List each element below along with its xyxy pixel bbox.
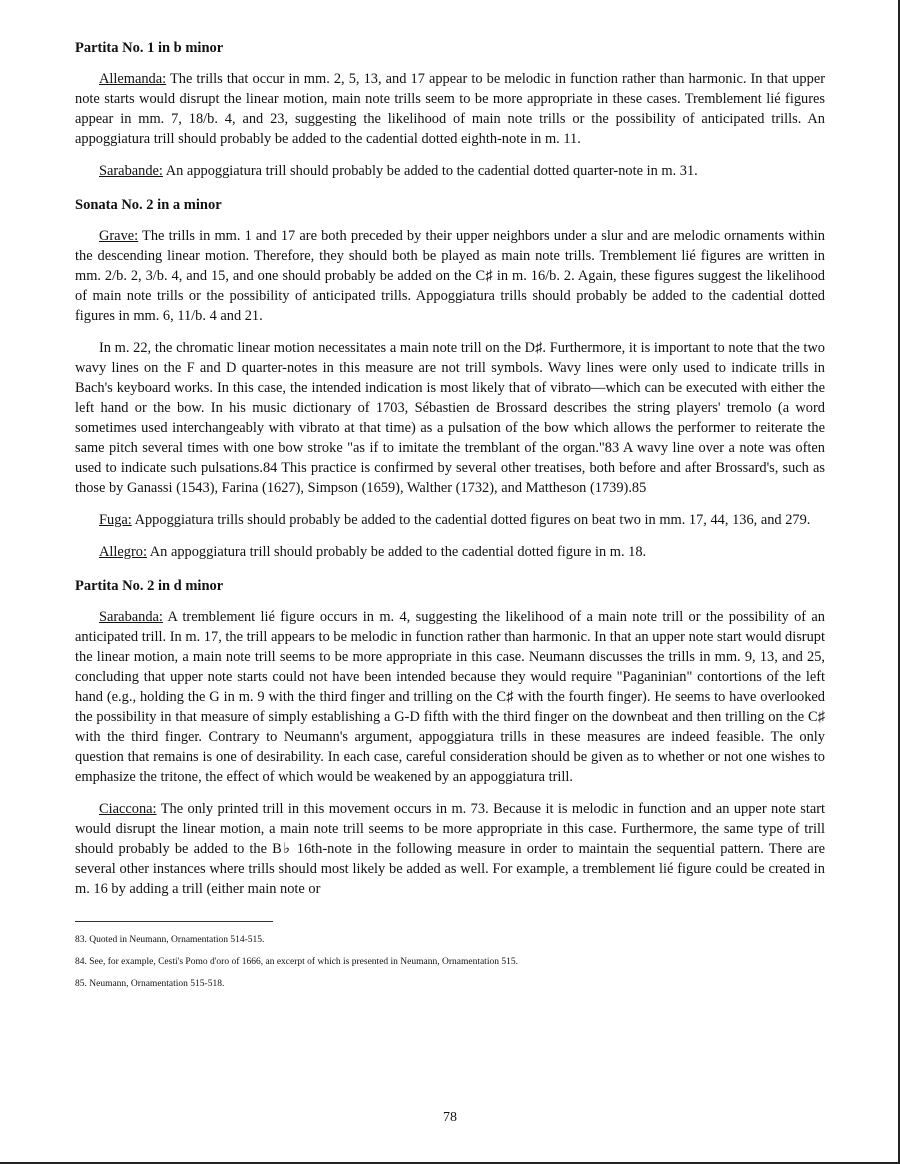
paragraph-allemanda (75, 69, 825, 149)
paragraph-text: A tremblement lié figure occurs in m. 4, suggesting the likelihood of a main note trill or the possibility of an anticipated trill. In m. 17, the trill appears to be melodic in function rather than harmonic. In that an upper note start would disrupt the linear motion, a main note trill seems to be more appropriate in this case. Neumann discusses the trills in mm. 9, 13, and 25, concluding that upper note starts could not have been intended because they would require "Paganinian" contortions of the left hand (e.g., holding the G in m. 9 with the third finger and trilling on the C♯ with the fourth finger). He seems to have overlooked the possibility in that measure of simply establishing a G-D fifth with the third finger on the downbeat and then trilling on the C♯ with the third finger. Contrary to Neumann's argument, appoggiatura trills in these measures are indeed feasible. The only question that remains is one of desirability. In each case, careful consideration should be given as to whether or not one wishes to emphasize the tritone, the effect of which would be weakened by an appoggiatura trill. (75, 609, 825, 785)
footnote-84: 84. See, for example, Cesti's Pomo d'oro of 1666, an excerpt of which is presented in Neumann, Ornamentation 515. (75, 957, 518, 967)
section-title-partita-1: Partita No. 1 in b minor (75, 40, 224, 56)
movement-heading-allemanda: Allemanda: (99, 71, 167, 87)
paragraph-sarabanda (75, 607, 825, 787)
footnote-83: 83. Quoted in Neumann, Ornamentation 514-515. (75, 935, 265, 945)
movement-heading-fuga: Fuga: (99, 512, 132, 528)
paragraph-allegro (75, 542, 825, 562)
paragraph-text: The trills in mm. 1 and 17 are both preceded by their upper neighbors under a slur and are melodic ornaments within the descending linear motion. Therefore, they should both be played as main note trills. Tremblement lié figures are written in mm. 2/b. 2, 3/b. 4, and 15, and one should probably be added on the C♯ in m. 16/b. 2. Again, these figures suggest the likelihood of main note trills or the possibility of anticipated trills. Appoggiatura trills should probably be added to the cadential dotted figures in mm. 6, 11/b. 4 and 21. (75, 228, 825, 324)
paragraph-sarabande (75, 161, 825, 181)
footnote-85: 85. Neumann, Ornamentation 515-518. (75, 979, 225, 989)
paragraph-fuga (75, 510, 825, 530)
movement-heading-ciaccona: Ciaccona: (99, 801, 157, 817)
paragraph-text: The trills that occur in mm. 2, 5, 13, and 17 appear to be melodic in function rather than harmonic. In that upper note starts would disrupt the linear motion, main note trills seem to be more appropriate in these cases. Tremblement lié figures appear in mm. 7, 18/b. 4, and 23, suggesting the likelihood of main note trills or the possibility of anticipated trills. An appoggiatura trill should probably be added to the cadential dotted eighth-note in m. 11. (75, 71, 825, 147)
paragraph-ciaccona (75, 799, 825, 899)
page-number: 78 (443, 1110, 457, 1125)
section-title-partita-2: Partita No. 2 in d minor (75, 578, 224, 594)
paragraph-text: The only printed trill in this movement occurs in m. 73. Because it is melodic in function and an upper note start would disrupt the linear motion, a main note trill seems to be more appropriate in this case. Furthermore, the same type of trill should probably be added to the B♭ 16th-note in the following measure in order to maintain the sequential pattern. There are several other instances where trills should most likely be added as well. For example, a tremblement lié figure could be created in m. 16 by adding a trill (either main note or (75, 801, 825, 897)
movement-heading-allegro: Allegro: (99, 544, 147, 560)
movement-heading-grave: Grave: (99, 228, 139, 244)
paragraph-grave-continued: In m. 22, the chromatic linear motion necessitates a main note trill on the D♯. Furthermore, it is important to note that the two wavy lines on the F and D quarter-notes in this measure are not trill symbols. Wavy lines were only used to indicate trills in Bach's keyboard works. In this case, the intended indication is most likely that of vibrato—which can be executed with either the left hand or the bow. In his music dictionary of 1703, Sébastien de Brossard describes the string players' tremolo (a word sometimes used interchangeably with vibrato at that time) as a pulsation of the bow which allows the performer to reiterate the same pitch several times with one bow stroke "as if to imitate the tremblant of the organ."83 A wavy line over a note was often used to indicate such pulsations.84 This practice is confirmed by several other treatises, both before and after Brossard's, such as those by Ganassi (1543), Farina (1627), Simpson (1659), Walther (1732), and Mattheson (1739).85 (75, 340, 825, 496)
page-content (75, 38, 825, 1000)
paragraph-text: An appoggiatura trill should probably be added to the cadential dotted figure in m. 18. (146, 544, 647, 560)
paragraph-text: Appoggiatura trills should probably be added to the cadential dotted figures on beat two in mm. 17, 44, 136, and 279. (131, 512, 811, 528)
footnote-divider (75, 921, 273, 922)
section-title-sonata-2: Sonata No. 2 in a minor (75, 197, 222, 213)
movement-heading-sarabande: Sarabande: (99, 163, 163, 179)
paragraph-text: An appoggiatura trill should probably be added to the cadential dotted quarter-note in m. 31. (162, 163, 698, 179)
paragraph-grave (75, 226, 825, 326)
movement-heading-sarabanda: Sarabanda: (99, 609, 163, 625)
